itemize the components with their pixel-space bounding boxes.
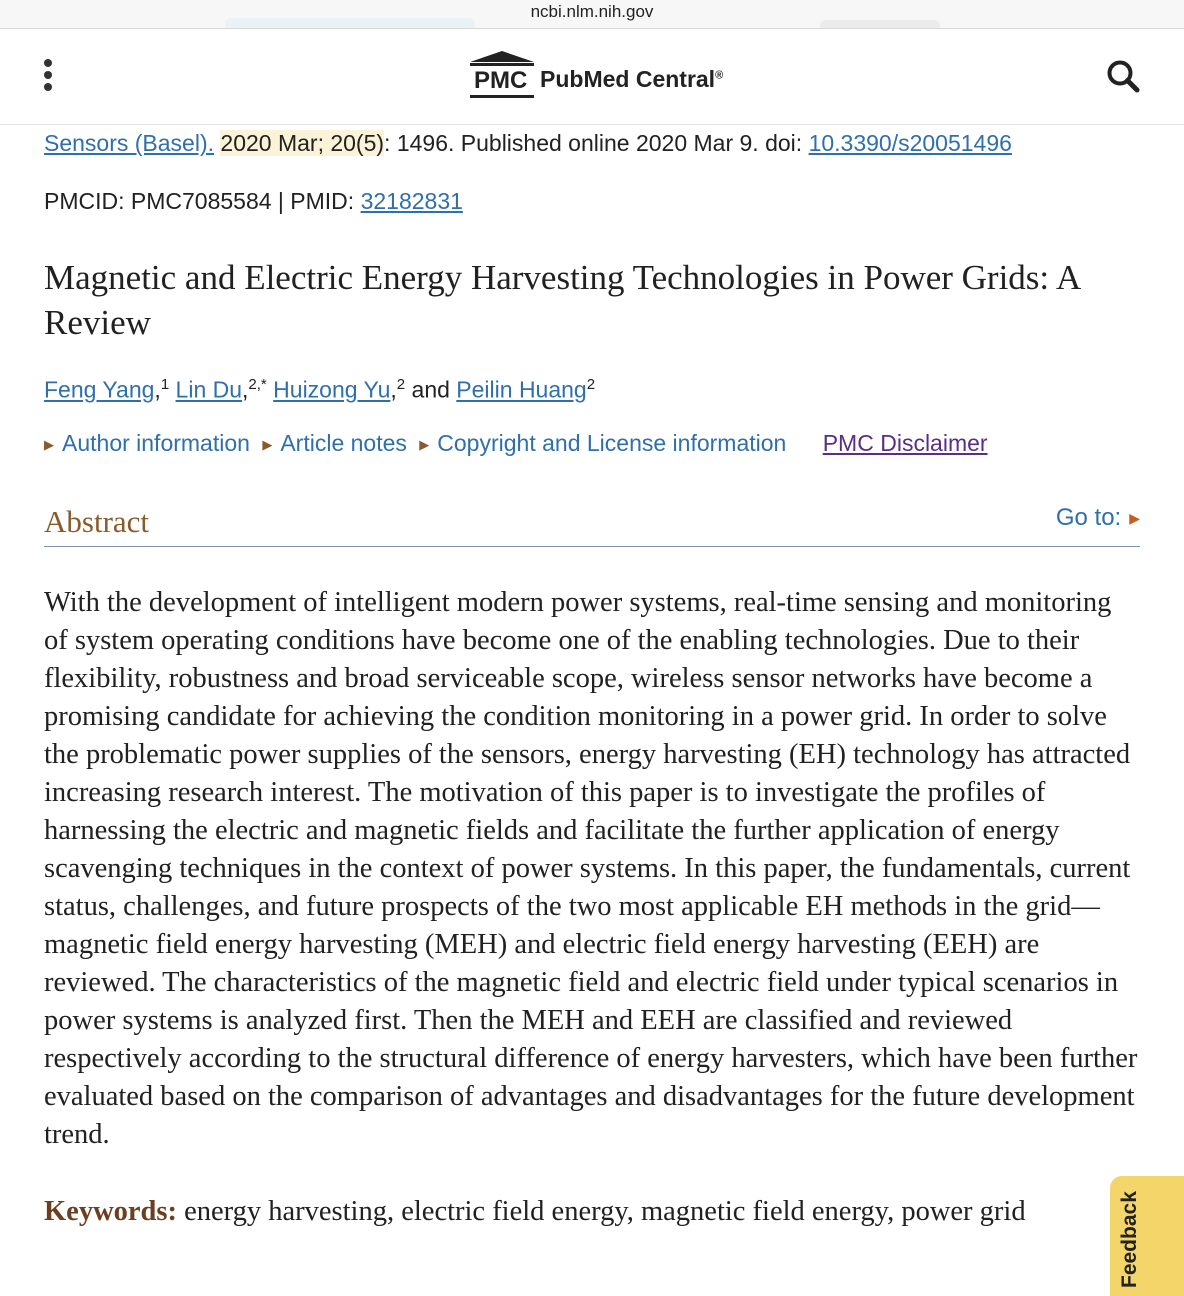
affiliation-sup: 2 [396, 376, 406, 393]
feedback-label: Feedback [1118, 1191, 1141, 1288]
kebab-menu-icon[interactable] [40, 59, 56, 91]
author-information-label: Author information [62, 430, 250, 456]
goto-label: Go to: [1055, 504, 1122, 531]
logo-registered-mark: ® [715, 69, 724, 82]
article-notes-label: Article notes [280, 430, 407, 456]
logo-abbrev: PMC [474, 67, 528, 94]
author-information-toggle[interactable] [44, 430, 250, 456]
article-info-links [44, 428, 988, 460]
affiliation-sup: 2,* [248, 376, 267, 393]
author-link[interactable]: Peilin Huang [456, 376, 587, 403]
and-text: and [405, 376, 457, 403]
journal-link[interactable]: Sensors (Basel). [44, 130, 215, 156]
logo-bar [470, 63, 534, 66]
copyright-license-toggle[interactable] [419, 430, 786, 456]
affiliation-sup: 1 [160, 376, 170, 393]
logo-name [540, 66, 723, 99]
expand-triangle-icon: ▶ [44, 437, 54, 452]
abstract-section-header [44, 500, 1140, 547]
author-link[interactable]: Feng Yang [44, 376, 155, 403]
site-header [0, 29, 1184, 125]
expand-triangle-icon: ▶ [419, 437, 430, 452]
abstract-text: With the development of intelligent modern power systems, real-time sensing and monitoring of system operating conditions have become one of the enabling technologies. Due to their flexibility, robustness and broad serviceable scope, wireless sensor networks have become a promising candidate for achieving the condition monitoring in a power grid. In order to solve the problematic power supplies of the sensors, energy harvesting (EH) technology has attracted increasing research interest. The motivation of this paper is to investigate the profiles of harnessing the electric and magnetic fields and facilitate the further application of energy scavenging techniques in the context of power systems. In this paper, the fundamentals, current status, challenges, and future prospects of the two most applicable EH methods in the grid—magnetic field energy harvesting (MEH) and electric field energy harvesting (EEH) are reviewed. The characteristics of the magnetic field and electric field under typical scenarios in power systems is analyzed first. Then the MEH and EEH are classified and reviewed respectively according to the structural difference of energy harvesters, which have been further evaluated based on the comparison of advantages and disadvantages for the future development trend. [44, 587, 1138, 1150]
copyright-license-label: Copyright and License information [437, 430, 787, 456]
abstract-heading: Abstract [44, 504, 150, 539]
author-link[interactable]: Huizong Yu [273, 376, 391, 403]
keywords-line [44, 1194, 1104, 1230]
goto-arrow-icon: ▶ [1129, 510, 1140, 526]
citation-line [44, 128, 1012, 158]
affiliation-sup: 2 [586, 376, 596, 393]
logo-name-text: PubMed Central [540, 66, 716, 92]
pmid-link[interactable]: 32182831 [360, 188, 463, 214]
author-link[interactable]: Lin Du [175, 376, 243, 403]
browser-url-bar[interactable] [0, 0, 1184, 29]
logo-bar [470, 95, 534, 98]
doi-link[interactable]: 10.3390/s20051496 [808, 130, 1012, 156]
pmc-logo-mark [470, 51, 534, 99]
pmc-disclaimer-link[interactable]: PMC Disclaimer [822, 430, 988, 456]
keywords-label: Keywords: [44, 1196, 177, 1227]
identifiers-line [44, 186, 463, 216]
pmc-logo[interactable] [470, 49, 723, 99]
url-text[interactable]: ncbi.nlm.nih.gov [530, 2, 654, 21]
feedback-button[interactable] [1110, 1176, 1184, 1296]
article-notes-toggle[interactable] [262, 430, 407, 456]
citation-rest: : 1496. Published online 2020 Mar 9. doi: [384, 130, 809, 156]
article-title: Magnetic and Electric Energy Harvesting Technologies in Power Grids: A Review [44, 258, 1080, 342]
expand-triangle-icon: ▶ [262, 437, 273, 452]
goto-menu-button[interactable] [1056, 504, 1140, 532]
author-list: Feng Yang,$^1$ Lin Du,$^{2,*}$ Huizong Yu,$^2$ and Peilin Huang$^2$ [44, 376, 596, 403]
search-icon[interactable] [1106, 59, 1140, 93]
pmcid-text: PMCID: PMC7085584 | PMID: [44, 188, 361, 214]
issue-text: 2020 Mar; 20(5) [220, 130, 385, 156]
logo-roof-shape [470, 51, 534, 62]
keywords-text: energy harvesting, electric field energy, magnetic field energy, power grid [176, 1196, 1026, 1227]
